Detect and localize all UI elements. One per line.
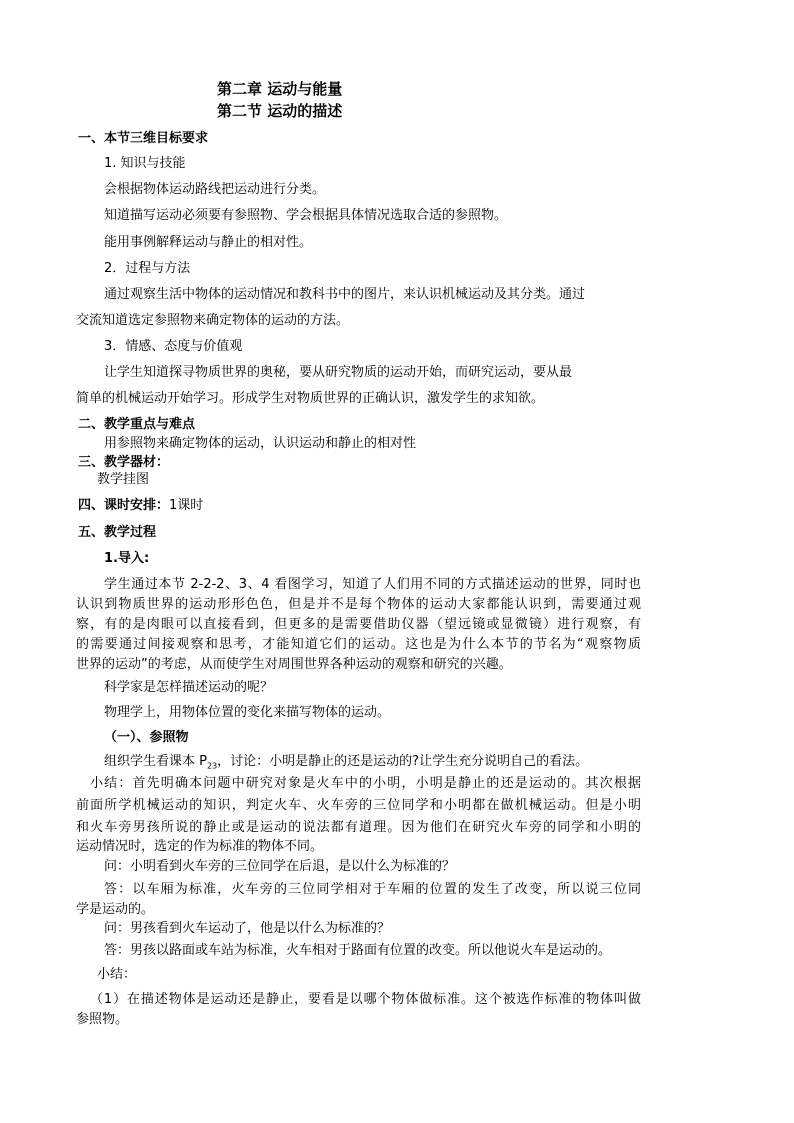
- task-line: [104, 753, 588, 776]
- paragraph-line: 世界的运动”的考虑，从而使学生对周围世界各种运动的观察和研究的兴趣。: [76, 657, 512, 672]
- paragraph-line: 认识到物质世界的运动形形色色，但是并不是每个物体的运动大家都能认识到，需要通过观: [76, 597, 641, 612]
- answer-line: 答：男孩以路面或车站为标准，火车相对于路面有位置的改变。所以他说火车是运动的。: [104, 943, 612, 958]
- text-line: 用参照物来确定物体的运动，认识运动和静止的相对性: [104, 436, 417, 451]
- text-line: 能用事例解释运动与静止的相对性。: [104, 235, 313, 250]
- text-line: 通过观察生活中物体的运动情况和教科书中的图片，来认识机械运动及其分类。通过: [104, 287, 586, 302]
- text-line: 知道描写运动必须要有参照物、学会根据具体情况选取合适的参照物。: [104, 208, 508, 223]
- subheading-reference: （一）、参照物: [104, 730, 189, 745]
- text-line: 会根据物体运动路线把运动进行分类。: [104, 182, 326, 197]
- question-line: 问：男孩看到火车运动了，他是以什么为标准的？: [104, 921, 391, 936]
- summary-line: 前面所学机械运动的知识，判定火车、火车旁的三位同学和小明都在做机械运动。但是小明: [76, 798, 641, 813]
- summary-label: 小结：: [97, 967, 137, 982]
- chapter-title: 第二章 运动与能量: [217, 80, 343, 98]
- paragraph-line: 学生通过本节 2-2-2、3、4 看图学习，知道了人们用不同的方式描述运动的世界，同时也: [104, 577, 641, 592]
- heading-schedule: 四、课时安排：: [78, 498, 170, 513]
- answer-line: 物理学上，用物体位置的变化来描写物体的运动。: [104, 705, 391, 720]
- answer-line: 学是运动的。: [76, 902, 155, 917]
- text-line: 教学挂图: [97, 472, 150, 487]
- heading-equipment: 三、教学器材：: [78, 455, 170, 470]
- text-line: 交流知道选定参照物来确定物体的运动的方法。: [76, 313, 350, 328]
- paragraph-line: 察，有的是肉眼可以直接看到，但更多的是需要借助仪器（望远镜或显微镜）进行观察，有: [76, 617, 641, 632]
- section-title: 第二节 运动的描述: [217, 102, 343, 120]
- question-line: 科学家是怎样描述运动的呢？: [104, 680, 274, 695]
- point-line: （1）在描述物体是运动还是静止，要看是以哪个物体做标准。这个被选作标准的物体叫做: [90, 992, 641, 1007]
- schedule-value: 1课时: [169, 498, 204, 513]
- subheading-attitude: 3．情感、态度与价值观: [104, 339, 243, 354]
- task-text: ，讨论：小明是静止的还是运动的?让学生充分说明自己的看法。: [217, 754, 589, 769]
- page-subscript: 23: [206, 761, 218, 771]
- text-line: 让学生知道探寻物质世界的奥秘，要从研究物质的运动开始，而研究运动，要从最: [104, 365, 573, 380]
- subheading-process: 2．过程与方法: [104, 261, 191, 276]
- summary-line: 小结：首先明确本问题中研究对象是火车中的小明，小明是静止的还是运动的。其次根据: [90, 776, 641, 791]
- point-line: 参照物。: [76, 1012, 129, 1027]
- subheading-knowledge: 1. 知识与技能: [104, 156, 186, 171]
- schedule-line: [78, 497, 203, 515]
- text-line: 简单的机械运动开始学习。形成学生对物质世界的正确认识，激发学生的求知欲。: [76, 391, 545, 406]
- task-text: 组织学生看课本 P: [104, 754, 207, 769]
- heading-process: 五、教学过程: [78, 525, 157, 540]
- answer-line: 答：以车厢为标准，火车旁的三位同学相对于车厢的位置的发生了改变，所以说三位同: [104, 882, 641, 897]
- heading-key-points: 二、教学重点与难点: [78, 417, 196, 432]
- summary-line: 运动情况时，选定的作为标准的物体不同。: [76, 839, 324, 854]
- summary-line: 和火车旁男孩所说的静止或是运动的说法都有道理。因为他们在研究火车旁的同学和小明的: [76, 820, 641, 835]
- paragraph-line: 的需要通过间接观察和思考，才能知道它们的运动。这也是为什么本节的节名为“观察物质: [76, 637, 641, 652]
- subheading-intro: 1.导入:: [104, 551, 150, 566]
- question-line: 问：小明看到火车旁的三位同学在后退，是以什么为标准的？: [104, 859, 456, 874]
- heading-goals: 一、本节三维目标要求: [78, 131, 209, 146]
